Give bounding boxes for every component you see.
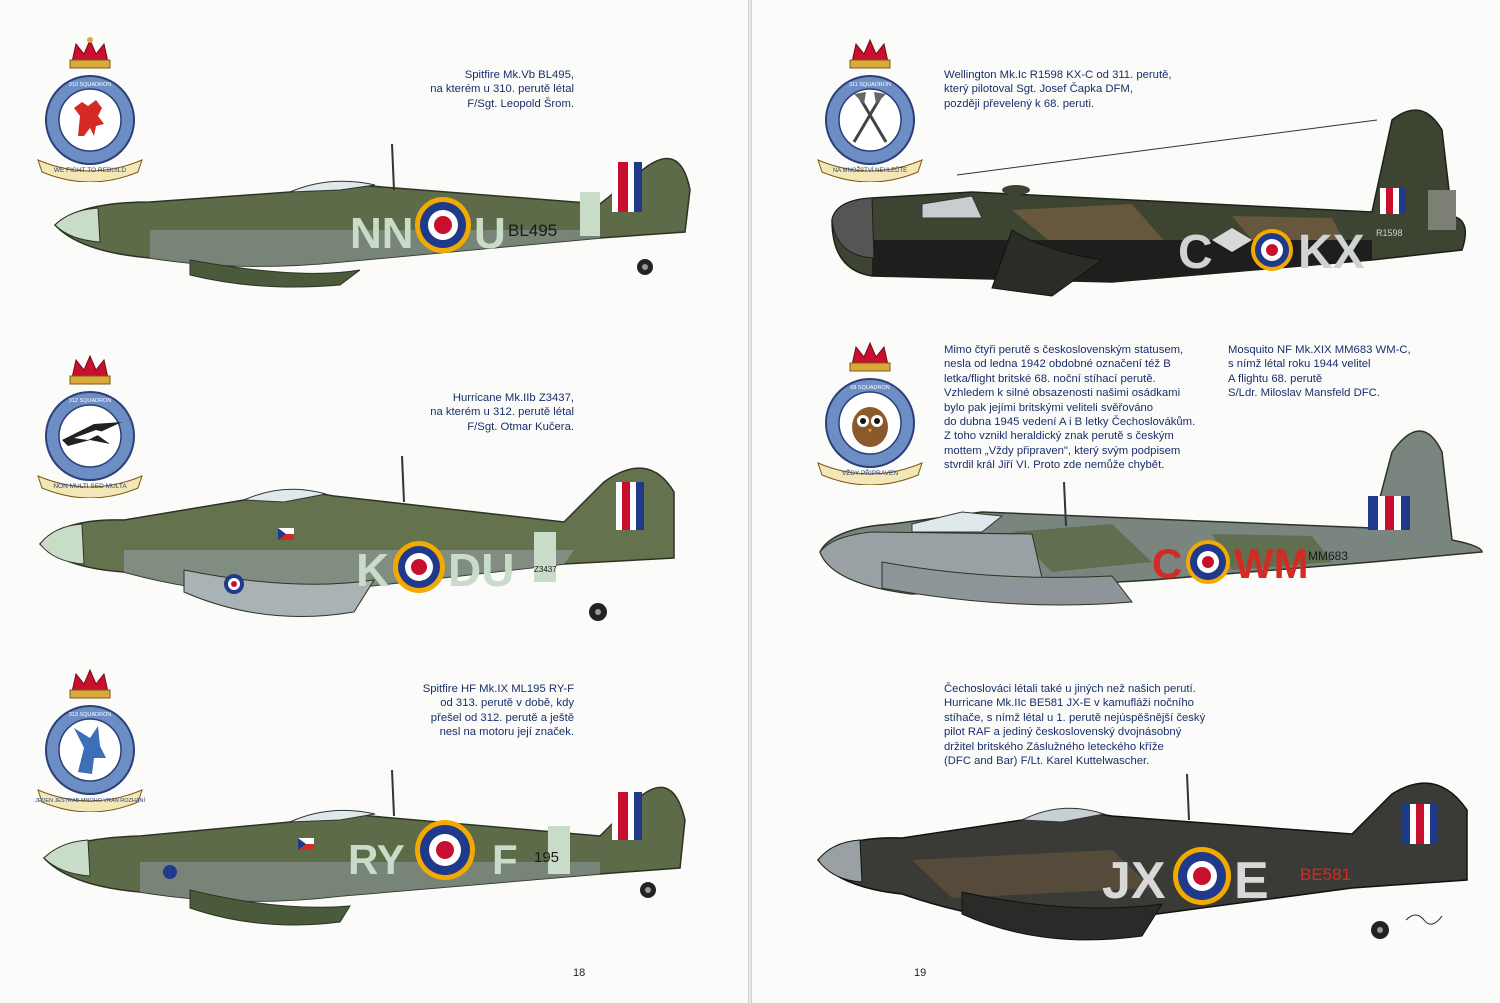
caption-spitfire-ml195: Spitfire HF Mk.IX ML195 RY-F od 313. perutě v době, kdy přešel od 312. perutě a ještě nesl na motoru její značek. bbox=[422, 683, 574, 739]
crown-icon bbox=[70, 670, 110, 698]
crown-icon bbox=[850, 40, 890, 68]
wellington-r1598-profile bbox=[812, 100, 1492, 310]
code-letters-wm: WM bbox=[1234, 540, 1309, 587]
svg-text:JEDEN JESTRAB MNOHO VRAN ROZHÁ: JEDEN JESTRAB MNOHO VRAN ROZHÁNÍ bbox=[34, 798, 146, 804]
serial-z3437: Z3437 bbox=[534, 565, 557, 574]
mosquito-mm683-profile bbox=[812, 412, 1492, 632]
crown-icon bbox=[70, 37, 110, 68]
svg-text:311 SQUADRON: 311 SQUADRON bbox=[848, 82, 892, 88]
spitfire-bl495-profile bbox=[40, 130, 700, 310]
left-page bbox=[0, 0, 748, 1003]
svg-text:NON MULTI SED MULTA: NON MULTI SED MULTA bbox=[53, 483, 127, 490]
svg-text:NA MNOŽSTVÍ NEHLEĎTE: NA MNOŽSTVÍ NEHLEĎTE bbox=[832, 168, 908, 174]
serial-be581: BE581 bbox=[1300, 865, 1352, 884]
code-letter-c: C bbox=[1152, 540, 1183, 587]
hurricane-z3437-profile bbox=[34, 452, 700, 632]
serial-195: 195 bbox=[534, 849, 560, 866]
spitfire-ml195-profile bbox=[40, 762, 700, 942]
code-letter-f: F bbox=[492, 836, 518, 883]
crown-icon bbox=[850, 343, 890, 371]
code-letters-ry: RY bbox=[348, 836, 405, 883]
serial-r1598: R1598 bbox=[1376, 228, 1403, 238]
caption-hurricane-be581: Čechoslováci létali také u jiných než našich perutí. Hurricane Mk.IIc BE581 JX-E v kamufláži nočního stíhače, s nímž létal u 1. perutě nejúspěšnější český pilot RAF a jediný československý dvojnásobný držitel britského Záslužného leteckého kříže (DFC and Bar) F/Lt. Karel Kuttelwascher. bbox=[944, 683, 1206, 768]
crown-icon bbox=[70, 356, 110, 384]
caption-68-squadron-history: Mimo čtyři perutě s československým statusem, nesla od ledna 1942 obdobné označení též B letka/flight britské 68. noční stíhací perutě. Vzhledem k silné obsazenosti našimi osádkami bylo pak jejími britskými veliteli svěřováno do dubna 1945 vedení A i B letky Čechoslovákům. Z toho vznikl heraldický znak perutě s českým mottem „Vždy připraven", který svým podpisem stvrdil král Jiří VI. Proto zde nemůže chybět. bbox=[944, 344, 1196, 472]
page-number-left: 18 bbox=[573, 967, 586, 979]
svg-text:VŽDY PŘIPRAVEN: VŽDY PŘIPRAVEN bbox=[841, 470, 899, 477]
svg-text:WE FIGHT TO REBUILD: WE FIGHT TO REBUILD bbox=[53, 167, 127, 174]
code-letter-e: E bbox=[1234, 852, 1269, 910]
svg-text:310 SQUADRON: 310 SQUADRON bbox=[68, 82, 112, 88]
code-letters-jx: JX bbox=[1102, 852, 1166, 910]
svg-text:313 SQUADRON: 313 SQUADRON bbox=[68, 712, 112, 718]
artist-signature bbox=[1406, 915, 1442, 924]
code-letter-k: K bbox=[356, 544, 390, 596]
code-letters-kx: KX bbox=[1298, 226, 1365, 279]
svg-text:312 SQUADRON: 312 SQUADRON bbox=[68, 398, 112, 404]
serial-mm683: MM683 bbox=[1308, 549, 1349, 563]
right-page bbox=[752, 0, 1500, 1003]
serial-bl495: BL495 bbox=[508, 221, 558, 240]
code-letter-u: U bbox=[474, 209, 506, 258]
hurricane-be581-profile bbox=[812, 770, 1492, 960]
code-letters-nn: NN bbox=[350, 209, 414, 258]
caption-wellington-r1598: Wellington Mk.Ic R1598 KX-C od 311. perutě, který pilotoval Sgt. Josef Čapka DFM, později převelený k 68. peruti. bbox=[944, 69, 1172, 110]
page-number-right: 19 bbox=[914, 967, 927, 979]
svg-text:68 SQUADRON: 68 SQUADRON bbox=[850, 385, 890, 391]
code-letter-c: C bbox=[1178, 226, 1213, 279]
code-letters-du: DU bbox=[448, 544, 515, 596]
caption-spitfire-bl495: Spitfire Mk.Vb BL495, na kterém u 310. perutě létal F/Sgt. Leopold Šrom. bbox=[430, 69, 574, 110]
caption-hurricane-z3437: Hurricane Mk.IIb Z3437, na kterém u 312. perutě létal F/Sgt. Otmar Kučera. bbox=[430, 392, 574, 433]
caption-mosquito-mm683: Mosquito NF Mk.XIX MM683 WM-C, s nímž létal roku 1944 velitel A flightu 68. perutě S/Ldr. Miloslav Mansfeld DFC. bbox=[1228, 344, 1411, 400]
